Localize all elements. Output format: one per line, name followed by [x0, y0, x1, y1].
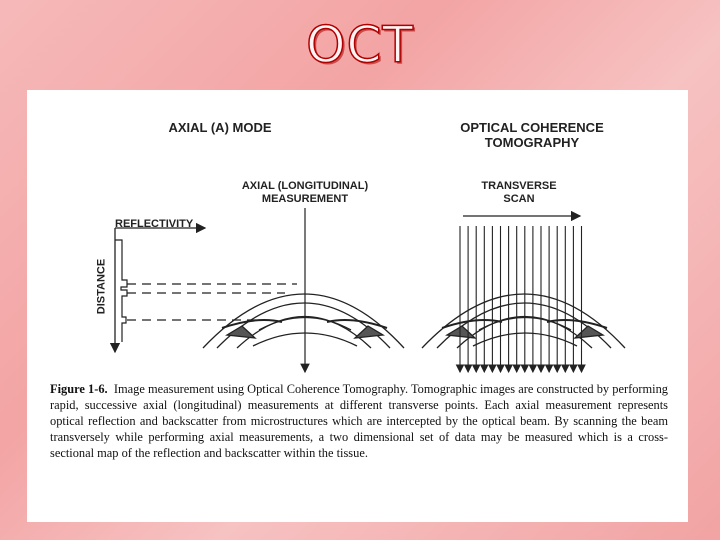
axial-label-line1: AXIAL (LONGITUDINAL)	[241, 180, 369, 192]
figure-panel	[27, 90, 688, 522]
caption-text: Image measurement using Optical Coherence Tomography. Tomographic images are constructed by performing rapid, successive axial (longitudinal) measurements at different transverse points. Each axial measurement represents optical reflection and backscatter from microstructures which are intercepted by the optical beam. By scanning the beam transversely while performing axial measurements, a two dimensional set of data may be measured which is a cross-sectional map of the reflection and backscatter within the tissue.	[50, 382, 668, 460]
scan-beams	[460, 226, 582, 372]
left-heading: AXIAL (A) MODE	[168, 120, 272, 135]
transverse-label-line1: TRANSVERSE	[481, 180, 557, 192]
distance-label: DISTANCE	[95, 258, 108, 315]
right-heading-line1: OPTICAL COHERENCE	[460, 120, 604, 135]
reflection-dash-lines	[127, 284, 297, 320]
a-scan-trace	[115, 240, 127, 342]
left-eye-illustration	[203, 294, 404, 348]
transverse-label-line2: SCAN	[503, 193, 535, 205]
slide-title: OCT	[306, 16, 414, 74]
right-heading-line2: TOMOGRAPHY	[484, 135, 580, 150]
figure-number: Figure 1-6.	[50, 382, 108, 396]
reflectivity-label: REFLECTIVITY	[115, 218, 194, 230]
figure-caption	[50, 381, 668, 461]
axial-label-line2: MEASUREMENT	[261, 193, 349, 205]
right-eye-illustration	[422, 294, 625, 348]
